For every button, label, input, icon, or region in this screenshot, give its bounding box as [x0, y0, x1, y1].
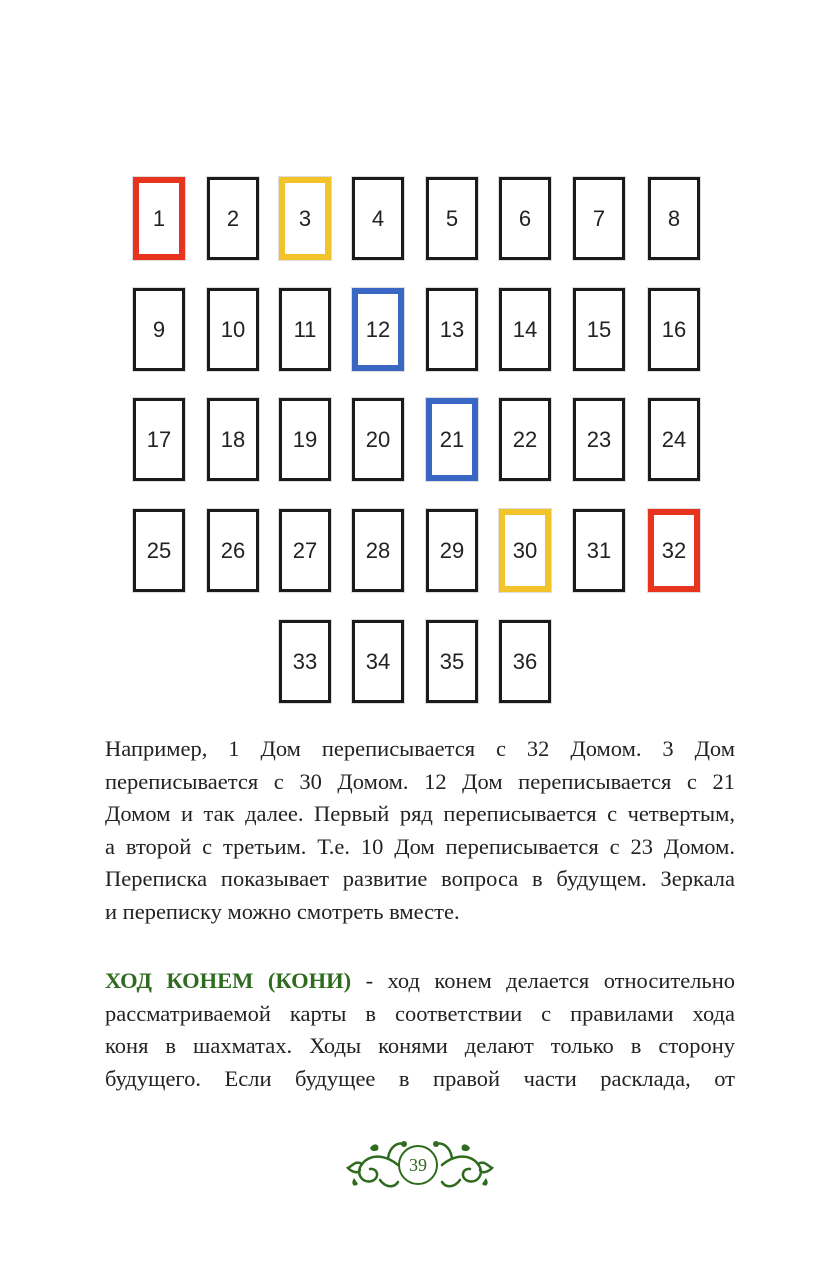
house-card-9: 9 [133, 288, 185, 371]
house-card-20: 20 [352, 398, 404, 481]
text-line: переписывается с 30 Домом. 12 Дом переписывается с 21 [105, 768, 735, 794]
house-card-18: 18 [207, 398, 259, 481]
house-card-36: 36 [499, 620, 551, 703]
house-card-3: 3 [279, 177, 331, 260]
house-card-8: 8 [648, 177, 700, 260]
house-card-17: 17 [133, 398, 185, 481]
house-card-4: 4 [352, 177, 404, 260]
house-card-7: 7 [573, 177, 625, 260]
house-card-29: 29 [426, 509, 478, 592]
paragraph-knight-move [105, 965, 735, 1095]
house-card-5: 5 [426, 177, 478, 260]
house-card-27: 27 [279, 509, 331, 592]
text-line [105, 965, 735, 998]
house-card-1: 1 [133, 177, 185, 260]
house-card-12: 12 [352, 288, 404, 371]
house-card-24: 24 [648, 398, 700, 481]
house-card-11: 11 [279, 288, 331, 371]
text-line: а второй с третьим. Т.е. 10 Дом переписывается с 23 Домом. [105, 833, 735, 859]
house-card-19: 19 [279, 398, 331, 481]
page-number: 39 [398, 1145, 438, 1185]
house-card-34: 34 [352, 620, 404, 703]
house-card-33: 33 [279, 620, 331, 703]
house-card-15: 15 [573, 288, 625, 371]
text-fragment: - ход конем делается относительно [351, 968, 735, 993]
house-card-35: 35 [426, 620, 478, 703]
text-line: рассматриваемой карты в соответствии с правилами хода [105, 1000, 735, 1026]
house-card-14: 14 [499, 288, 551, 371]
house-card-16: 16 [648, 288, 700, 371]
house-card-31: 31 [573, 509, 625, 592]
house-card-32: 32 [648, 509, 700, 592]
section-heading: ХОД КОНЕМ (КОНИ) [105, 968, 352, 993]
house-card-22: 22 [499, 398, 551, 481]
text-line: будущего. Если будущее в правой части расклада, от [105, 1065, 735, 1091]
text-line: коня в шахматах. Ходы конями делают только в сторону [105, 1033, 735, 1058]
text-line: Переписка показывает развитие вопроса в будущем. Зеркала [105, 866, 735, 891]
house-card-25: 25 [133, 509, 185, 592]
text-line: Например, 1 Дом переписывается с 32 Домом. 3 Дом [105, 736, 735, 761]
house-card-21: 21 [426, 398, 478, 481]
house-card-6: 6 [499, 177, 551, 260]
house-card-23: 23 [573, 398, 625, 481]
house-card-26: 26 [207, 509, 259, 592]
house-card-2: 2 [207, 177, 259, 260]
text-line: Домом и так далее. Первый ряд переписывается с четвертым, [105, 801, 735, 826]
house-card-10: 10 [207, 288, 259, 371]
page-footer [340, 1132, 500, 1200]
paragraph-correspondence [105, 733, 735, 928]
house-card-13: 13 [426, 288, 478, 371]
house-card-30: 30 [499, 509, 551, 592]
text-line: и переписку можно смотреть вместе. [105, 898, 460, 924]
house-card-28: 28 [352, 509, 404, 592]
